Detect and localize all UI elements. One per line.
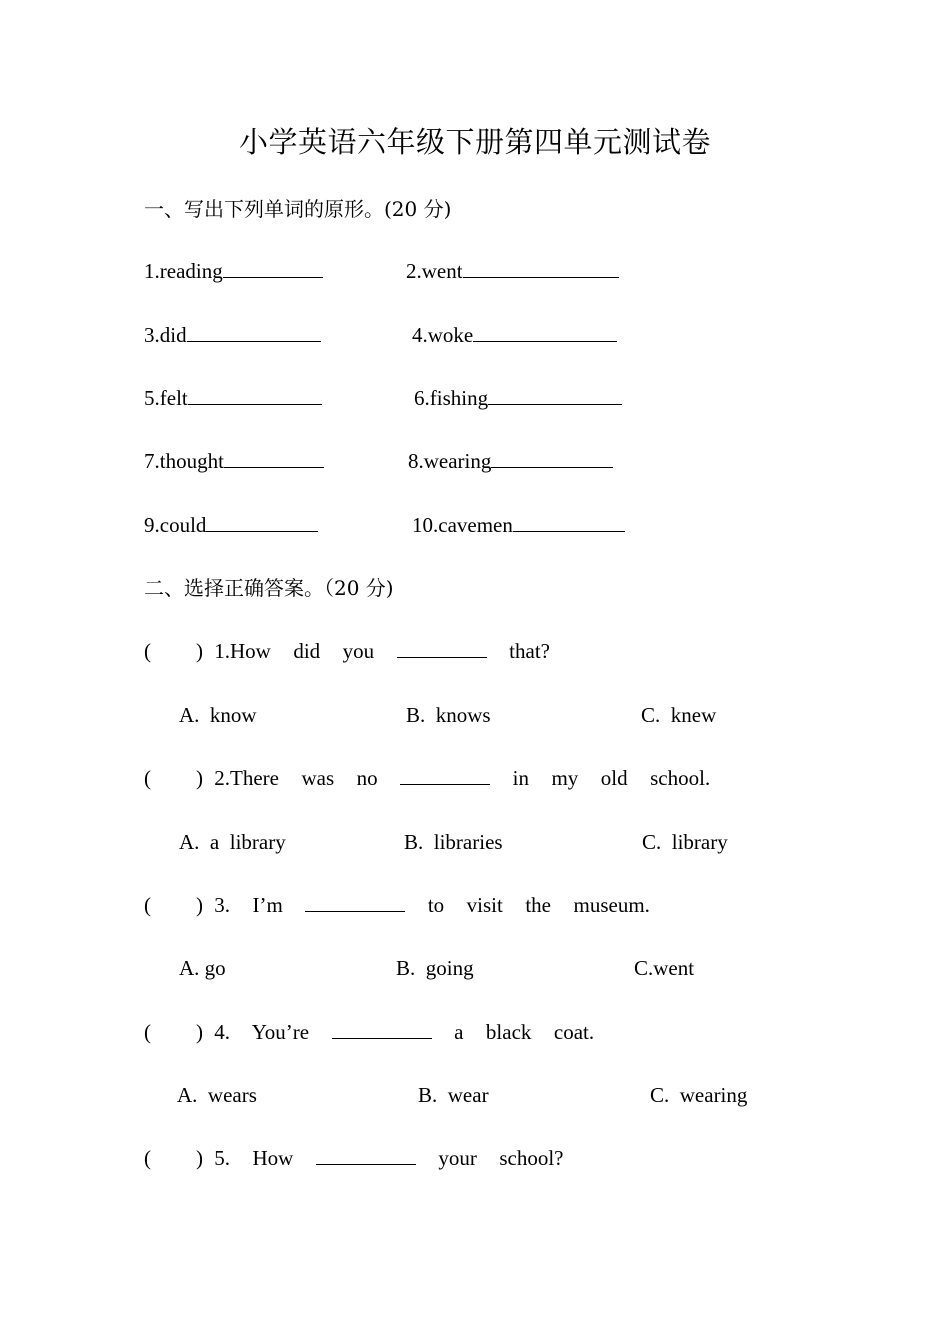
word-item-8 [408,448,613,474]
word-item-2 [406,258,619,284]
answer-parentheses[interactable]: ( ) [144,639,203,663]
word-item-7 [144,448,324,474]
word-item-label: 8.wearing [408,449,492,473]
page-title: 小学英语六年级下册第四单元测试卷 [238,125,711,159]
word-item-label: 2.went [406,259,463,283]
question-text-after: your school? [438,1146,564,1170]
question-text-before: 4. You’re [214,1020,310,1044]
answer-blank[interactable] [488,386,622,405]
question-blank [316,1146,416,1165]
word-item-5 [144,385,322,411]
question-5 [144,1145,564,1171]
word-item-label: 6.fishing [414,386,489,410]
answer-blank[interactable] [473,323,617,342]
answer-blank[interactable] [513,513,625,532]
option-b[interactable]: B. knows [406,703,491,727]
option-b[interactable]: B. wear [418,1083,489,1107]
word-item-1 [144,258,323,284]
question-text-before: 3. I’m [214,893,283,917]
option-a[interactable]: A. wears [177,1083,257,1107]
answer-blank[interactable] [206,513,318,532]
question-text-before: 5. How [214,1146,294,1170]
question-text-after: to visit the museum. [427,893,650,917]
word-item-10 [412,512,625,538]
answer-blank[interactable] [463,259,619,278]
answer-blank[interactable] [223,259,323,278]
word-item-label: 3.did [144,323,187,347]
answer-parentheses[interactable]: ( ) [144,893,203,917]
question-text-before: 1.How did you [214,639,375,663]
word-item-label: 7.thought [144,449,224,473]
option-a[interactable]: A. go [179,956,226,980]
question-blank [305,893,405,912]
question-text-after: a black coat. [454,1020,595,1044]
word-item-4 [412,322,617,348]
question-2 [144,765,710,791]
section1-heading: 一、写出下列单词的原形。(20 分) [144,197,452,221]
word-item-6 [414,385,622,411]
word-item-3 [144,322,321,348]
option-c[interactable]: C. wearing [650,1083,748,1107]
option-b[interactable]: B. going [396,956,474,980]
answer-parentheses[interactable]: ( ) [144,1146,203,1170]
option-a[interactable]: A. a library [179,830,286,854]
question-blank [332,1020,432,1039]
answer-blank[interactable] [187,323,321,342]
word-item-9 [144,512,318,538]
question-3 [144,892,650,918]
word-item-label: 10.cavemen [412,513,513,537]
option-c[interactable]: C.went [634,956,695,980]
option-c[interactable]: C. library [642,830,728,854]
question-blank [397,639,487,658]
question-text-after: that? [509,639,550,663]
answer-blank[interactable] [224,449,324,468]
option-a[interactable]: A. know [179,703,257,727]
answer-parentheses[interactable]: ( ) [144,1020,203,1044]
answer-blank[interactable] [491,449,613,468]
question-blank [400,766,490,785]
word-item-label: 1.reading [144,259,223,283]
question-1 [144,638,550,664]
question-text-before: 2.There was no [214,766,378,790]
question-text-after: in my old school. [512,766,711,790]
option-c[interactable]: C. knew [641,703,717,727]
section2-heading: 二、选择正确答案。（20 分) [144,576,394,600]
answer-parentheses[interactable]: ( ) [144,766,203,790]
word-item-label: 9.could [144,513,207,537]
word-item-label: 4.woke [412,323,474,347]
option-b[interactable]: B. libraries [404,830,503,854]
answer-blank[interactable] [188,386,322,405]
question-4 [144,1019,594,1045]
word-item-label: 5.felt [144,386,188,410]
